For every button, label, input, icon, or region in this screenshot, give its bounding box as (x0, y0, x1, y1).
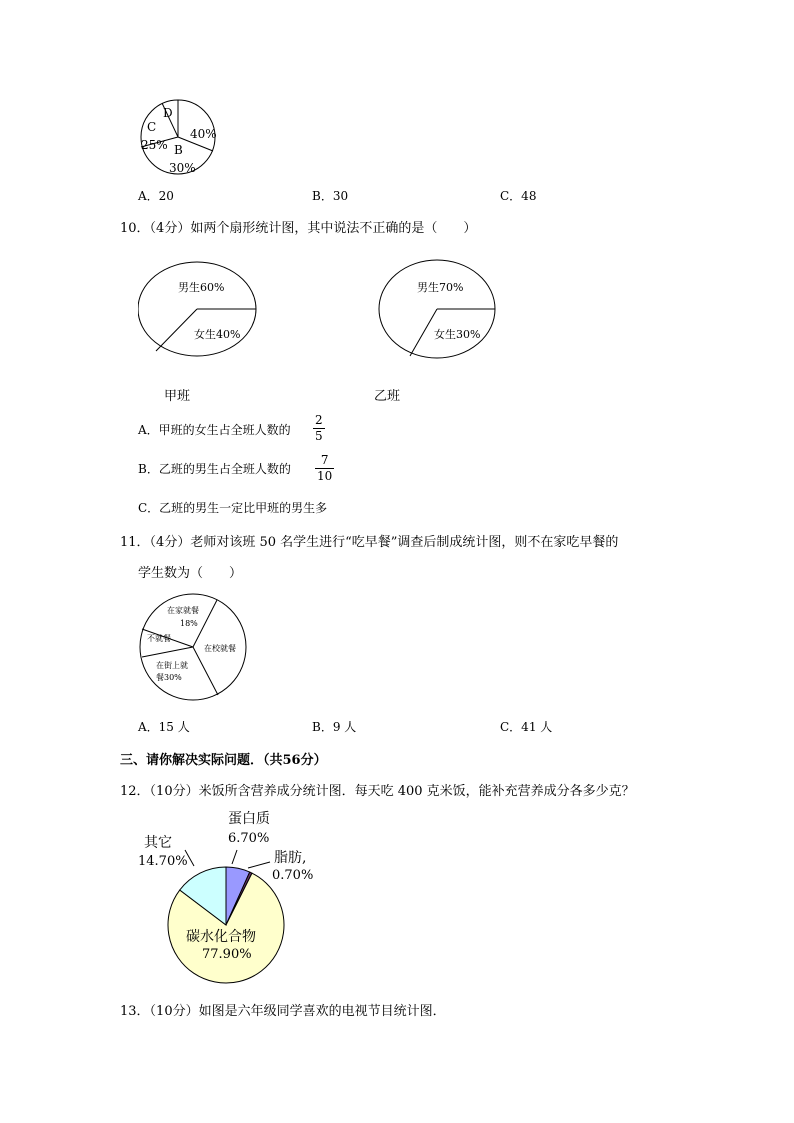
q12-label-protein: 蛋白质 (228, 811, 270, 827)
q11-label-home: 在家就餐 (167, 606, 199, 615)
q9-label-b-pct: 30% (169, 161, 196, 175)
q11-label-street1: 在街上就 (156, 661, 188, 670)
q10-yi-girls: 女生30% (434, 328, 481, 341)
q10-option-b-fraction (315, 453, 334, 484)
q9-pie-chart (138, 99, 220, 179)
q10-option-b-numerator: 7 (315, 453, 334, 469)
q9-option-b[interactable]: B．30 (312, 189, 349, 203)
section-3-heading: 三、请你解决实际问题．（共56分） (120, 753, 327, 768)
q12-leader-line (232, 850, 237, 864)
q10-stem: 10．（4分）如两个扇形统计图，其中说法不正确的是（ ） (120, 221, 477, 236)
q10-jia-boys: 男生60% (178, 281, 225, 294)
q10-yi-boys: 男生70% (417, 281, 464, 294)
q11-label-street2: 餐30% (156, 673, 182, 682)
q11-stem-line1: 11．（4分）老师对该班 50 名学生进行“吃早餐”调查后制成统计图，则不在家吃早餐的 (120, 535, 619, 550)
q9-option-a[interactable]: A．20 (138, 189, 174, 203)
q11-option-b[interactable]: B．9 人 (312, 720, 357, 734)
q12-label-carb: 碳水化合物 (186, 929, 256, 945)
q11-option-a[interactable]: A．15 人 (138, 720, 190, 734)
q10-option-a-fraction (313, 413, 325, 444)
q9-label-c-pct: 25% (141, 138, 168, 152)
q10-option-c[interactable]: C．乙班的男生一定比甲班的男生多 (138, 501, 328, 515)
q12-stem: 12．（10分）米饭所含营养成分统计图．每天吃 400 克米饭，能补充营养成分各多少克？ (120, 784, 635, 799)
q9-label-a-pct: 40% (190, 127, 217, 141)
q12-value-other: 14.70% (138, 854, 188, 869)
q9-option-c[interactable]: C．48 (500, 189, 537, 203)
q10-caption-yi: 乙班 (374, 389, 401, 404)
q9-label-c: C (147, 120, 157, 134)
q12-value-protein: 6.70% (228, 831, 270, 846)
q10-caption-jia: 甲班 (164, 389, 191, 404)
q9-label-b: B (174, 143, 183, 157)
q9-label-d: D (163, 106, 173, 120)
q11-label-none: 不就餐 (147, 634, 171, 643)
q10-pie-jia (138, 250, 260, 358)
q12-pie-chart (130, 804, 330, 990)
q10-jia-girls: 女生40% (194, 328, 241, 341)
q12-label-other: 其它 (144, 835, 172, 851)
q10-option-b-denominator: 10 (317, 469, 333, 483)
q11-label-home-pct: 18% (180, 619, 198, 628)
q10-option-a-numerator: 2 (315, 413, 323, 427)
q11-option-c[interactable]: C．41 人 (500, 720, 553, 734)
q12-leader-line (248, 862, 270, 868)
q11-pie-chart (138, 592, 250, 704)
q10-pie-yi (378, 250, 500, 362)
q11-label-school: 在校就餐 (204, 644, 236, 653)
q12-pie-slices (168, 867, 284, 983)
q12-value-fat: 0.70% (272, 868, 314, 883)
q13-stem: 13．（10分）如图是六年级同学喜欢的电视节目统计图． (120, 1004, 446, 1019)
q11-stem-line2: 学生数为（ ） (138, 566, 243, 581)
q10-option-a-denominator: 5 (315, 429, 323, 443)
q10-option-b[interactable]: B．乙班的男生占全班人数的 (138, 462, 291, 476)
q12-value-carb: 77.90% (202, 947, 252, 962)
q12-label-fat: 脂肪, (274, 850, 307, 866)
q10-option-a[interactable]: A．甲班的女生占全班人数的 (138, 423, 291, 437)
